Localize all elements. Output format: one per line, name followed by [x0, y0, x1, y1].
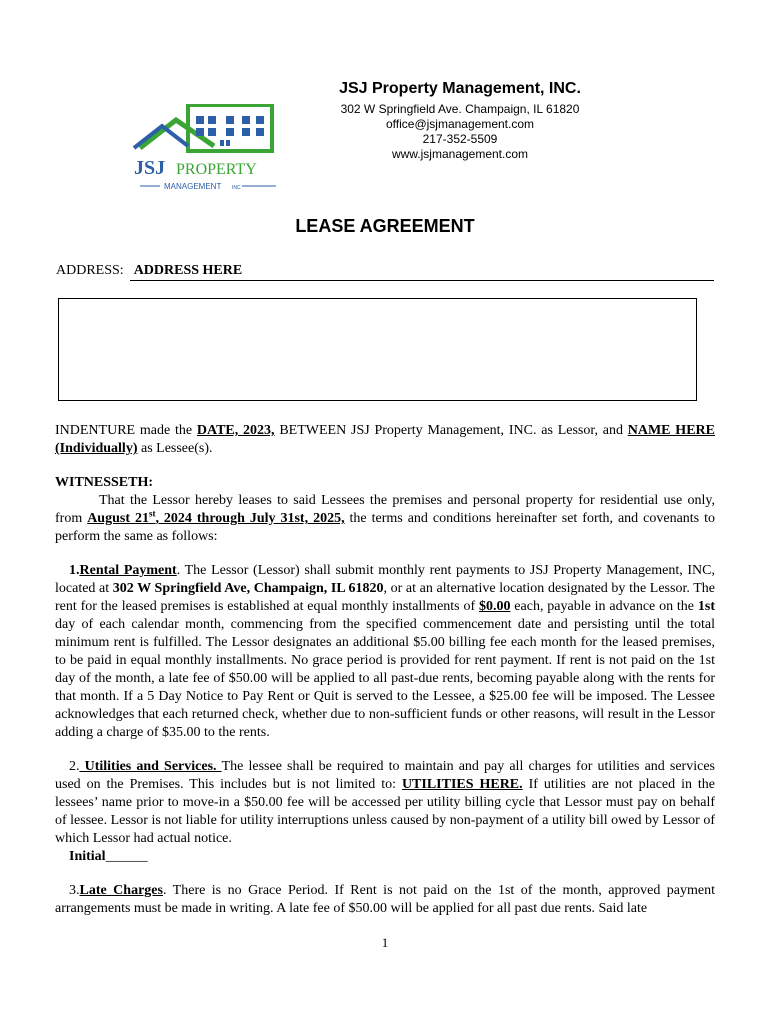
- section-late-charges: 3.Late Charges. There is no Grace Period. If Rent is not paid on the 1st of the month, approved payment arrangements must be made in writing. A late fee of $50.00 will be applied for all past due rents. Said late: [55, 883, 715, 916]
- address-value: ADDRESS HERE: [133, 263, 243, 278]
- page-number: 1: [381, 935, 389, 950]
- section-heading: Late Charges: [79, 883, 163, 898]
- company-email: office@jsjmanagement.com: [385, 117, 535, 131]
- logo-sub: MANAGEMENT: [164, 182, 222, 191]
- indenture-paragraph: INDENTURE made the DATE, 2023, BETWEEN JSJ Property Management, INC. as Lessor, and NAME HERE (Individually) as Lessee(s).: [55, 423, 715, 456]
- letterhead: [310, 80, 610, 162]
- lease-date: DATE, 2023,: [196, 423, 275, 438]
- section-rental-payment: 1.Rental Payment. The Lessor (Lessor) shall submit monthly rent payments to JSJ Property Management, INC, located at 302 W Springfield Ave, Champaign, IL 61820, or at an alternative location designated by the Lessor. The rent for the leased premises is established at equal monthly installments of $0.00 each, payable in advance on the 1st day of each calendar month, commencing from the specified commencement date and persisting until the total minimum rent is fulfilled. The Lessor designates an additional $5.00 billing fee each month for the leased premises, to be paid in equal monthly installments. No grace period is provided for rent payment. If rent is not paid on the 1st day of the month, a late fee of $50.00 will be applied to all past-due rents, becoming payable along with the rents for that month. If a 5 Day Notice to Pay Rent or Quit is served to the Lessee, a $25.00 fee will be imposed. The Lessee acknowledges that each returned check, whether due to non-sufficient funds or other reasons, will result in the Lessor adding a charge of $35.00 to the rents.: [55, 563, 715, 740]
- company-website: www.jsjmanagement.com: [391, 147, 529, 161]
- section-utilities: 2. Utilities and Services. The lessee shall be required to maintain and pay all charges for utilities and services used on the Premises. This includes but is not limited to: UTILITIES HERE. If utilities are not placed in the lessees’ name prior to move-in a $50.00 fee will be accessed per utility billing cycle that Lessor must pay on behalf of lessee. Lessor is not liable for utility interruptions unless caused by non-payment of a utility bill owed by Lessor of which Lessor had actual notice.: [55, 759, 715, 846]
- blank-box: [58, 298, 697, 401]
- utilities-list: UTILITIES HERE.: [401, 777, 523, 792]
- logo-inc: INC: [232, 185, 241, 191]
- address-underline: [130, 280, 714, 281]
- lease-term: August 21st, 2024 through July 31st, 2025,: [87, 508, 345, 526]
- company-logo: [132, 104, 282, 192]
- company-address: 302 W Springfield Ave. Champaign, IL 61820: [340, 102, 580, 116]
- address-label: ADDRESS:: [56, 263, 124, 278]
- witnesseth-paragraph: That the Lessor hereby leases to said Lessees the premises and personal property for residential use only, from August 21st, 2024 through July 31st, 2025, the terms and conditions hereinafter set forth, and covenants to perform the same as follows:: [55, 493, 715, 544]
- logo-name-big: JSJ: [134, 157, 166, 179]
- lessee-name: NAME HERE (Individually): [55, 423, 715, 456]
- company-phone: 217-352-5509: [422, 132, 498, 146]
- lease-body: [55, 422, 715, 918]
- address-row: [56, 263, 714, 279]
- document-title: LEASE AGREEMENT: [295, 216, 475, 236]
- rent-amount: $0.00: [478, 599, 511, 614]
- initial-line: Initial______: [69, 849, 148, 864]
- section-heading: Utilities and Services.: [79, 759, 222, 774]
- section-heading: Rental Payment: [79, 563, 177, 578]
- witnesseth-heading: WITNESSETH:: [55, 475, 154, 490]
- logo-name-word: PROPERTY: [176, 161, 257, 178]
- company-name: JSJ Property Management, INC.: [339, 80, 581, 97]
